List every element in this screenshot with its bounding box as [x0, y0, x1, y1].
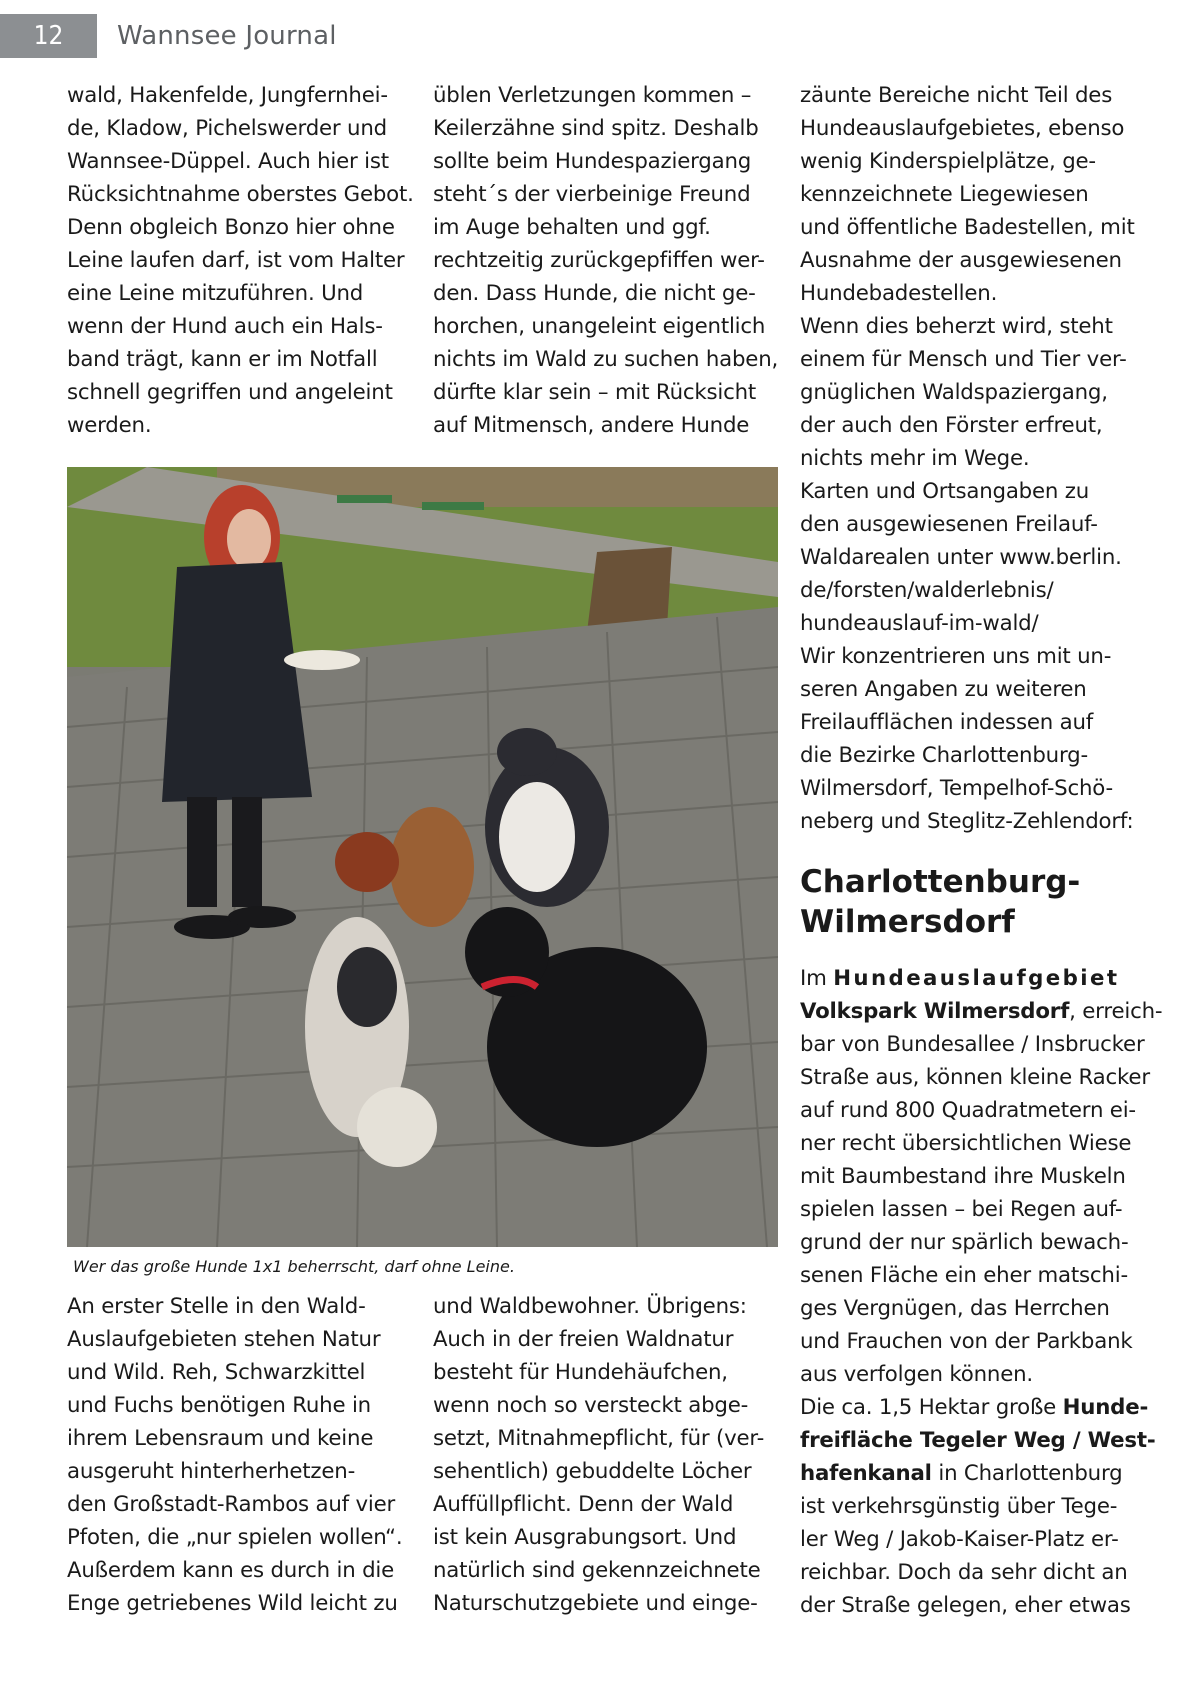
article-column-1-top [67, 79, 419, 442]
paragraph: zäunte Bereiche nicht Teil des Hundeauslaufgebietes, ebenso wenig Kinderspielplätze, ge- kennzeichnete Liegewiesen und öffentliche Badestellen, mit Ausnahme der ausgewiesenen Hundebadestellen. Wenn dies beherzt wird, steht einem für Mensch und Tier ver- gnüglichen Waldspaziergang, der auch den Förster erfreut, nichts mehr im Wege. Karten und Ortsangaben zu den ausgewiesenen Freilauf- Waldarealen unter www.berlin. de/forsten/walderlebnis/ hundeauslauf-im-wald/ Wir konzentrieren uns mit un- seren Angaben zu weiteren Freilaufflächen indessen auf die Bezirke Charlottenburg- Wilmersdorf, Tempelhof-Schö- neberg und Steglitz-Zehlendorf: [800, 83, 1135, 834]
section-heading: Charlottenburg- Wilmersdorf [800, 864, 1081, 940]
paragraph: An erster Stelle in den Wald- Auslaufgebieten stehen Natur und Wild. Reh, Schwarzkittel und Fuchs benötigen Ruhe in ihrem Lebensraum und keine ausgeruht hinterherhetzen- den Großstadt-Rambos auf vier Pfoten, die „nur spielen wollen“. Außerdem kann es durch in die Enge getriebenes Wild leicht zu [67, 1294, 403, 1616]
paragraph: üblen Verletzungen kommen – Keilerzähne sind spitz. Deshalb sollte beim Hundespaziergang steht´s der vierbeinige Freund im Auge behalten und ggf. rechtzeitig zurückgepfiffen wer- den. Dass Hunde, die nicht ge- horchen, unangeleint eigentlich nichts im Wald zu suchen haben, dürfte klar sein – mit Rücksicht auf Mitmensch, andere Hunde [433, 83, 779, 438]
paragraph: Im Hundeauslaufgebiet Volkspark Wilmersdorf, erreich- bar von Bundesallee / Insbrucker Straße aus, können kleine Racker auf rund 800 Quadratmetern ei- ner recht übersichtlichen Wiese mit Baumbestand ihre Muskeln spielen lassen – bei Regen auf- grund der nur spärlich bewach- senen Fläche ein eher matschi- ges Vergnügen, das Herrchen und Frauchen von der Parkbank aus verfolgen können. Die ca. 1,5 Hektar große Hunde- freifläche Tegeler Weg / West- hafenkanal in Charlottenburg ist verkehrsgünstig über Tege- ler Weg / Jakob-Kaiser-Platz er- reichbar. Doch da sehr dicht an der Straße gelegen, eher etwas [800, 966, 1163, 1618]
article-column-2-bottom [433, 1290, 778, 1620]
article-column-1-bottom [67, 1290, 419, 1620]
page-number: 12 [0, 14, 97, 58]
photo-woman-feeding-dogs [67, 467, 778, 1247]
journal-title: Wannsee Journal [117, 21, 337, 51]
photo-caption: Wer das große Hunde 1x1 beherrscht, darf ohne Leine. [73, 1257, 515, 1276]
article-column-3-top [800, 79, 1145, 838]
paragraph: und Waldbewohner. Übrigens: Auch in der freien Waldnatur besteht für Hundehäufchen, wenn noch so versteckt abge- setzt, Mitnahmepflicht, für (ver- sehentlich) gebuddelte Löcher Auffüllpflicht. Denn der Wald ist kein Ausgrabungsort. Und natürlich sind gekennzeichnete Naturschutzgebiete und einge- [433, 1294, 765, 1616]
article-column-3-bottom [800, 962, 1163, 1622]
article-column-2-top [433, 79, 778, 442]
article-photo [67, 467, 778, 1247]
paragraph: wald, Hakenfelde, Jungfernhei- de, Kladow, Pichelswerder und Wannsee-Düppel. Auch hier ist Rücksichtnahme oberstes Gebot. Denn obgleich Bonzo hier ohne Leine laufen darf, ist vom Halter eine Leine mitzuführen. Und wenn der Hund auch ein Hals- band trägt, kann er im Notfall schnell gegriffen und angeleint werden. [67, 83, 414, 438]
